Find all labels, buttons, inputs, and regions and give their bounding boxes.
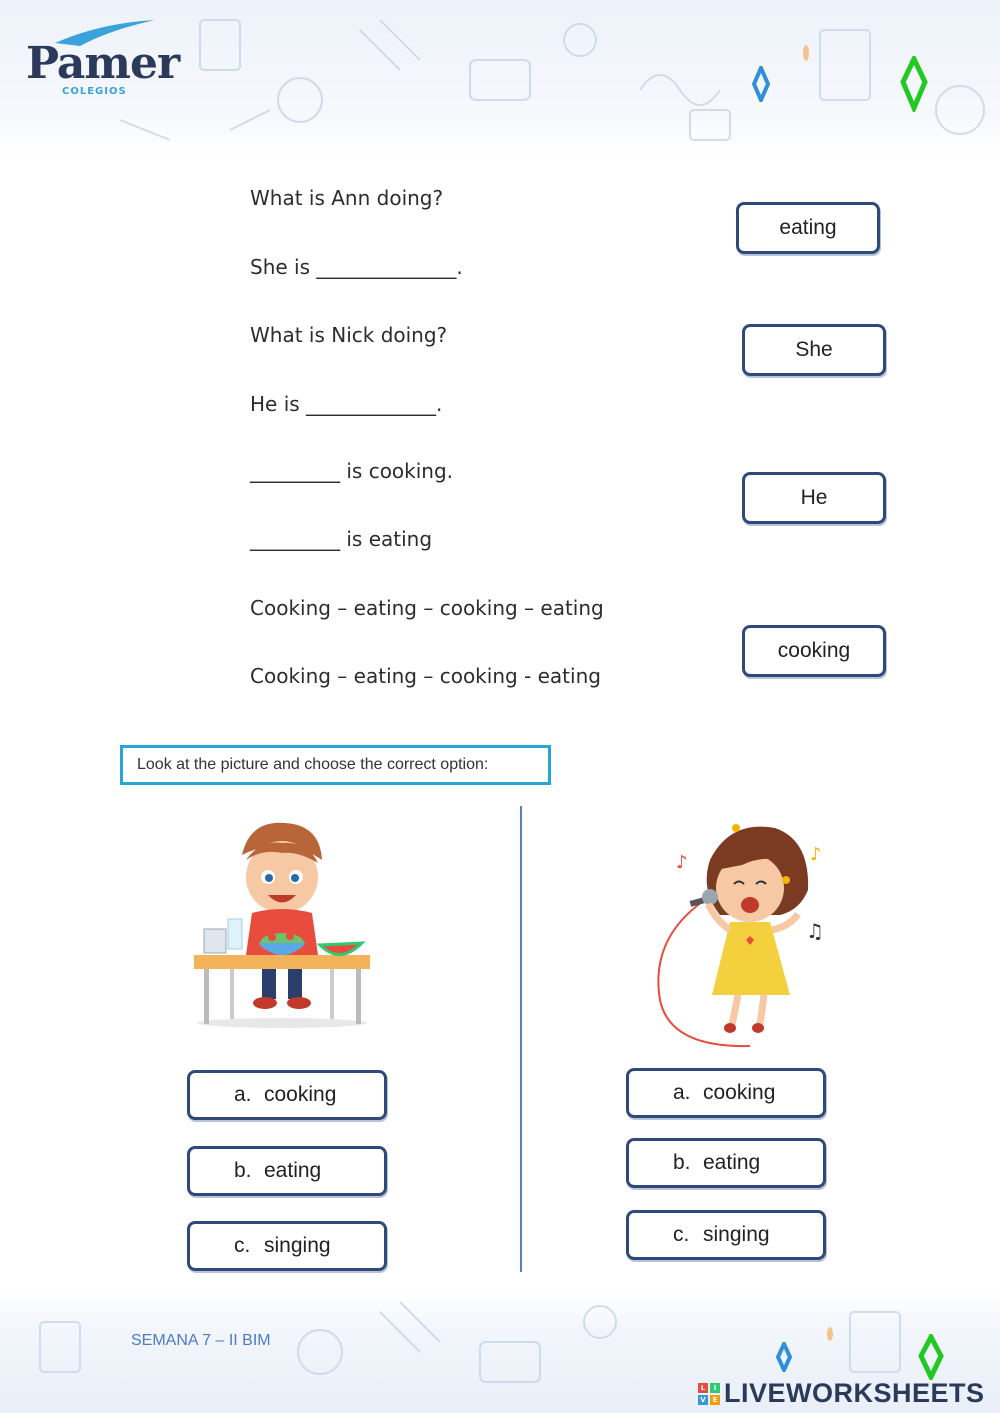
left-option-c[interactable] (187, 1221, 387, 1271)
answer-line-ann: She is ______________. (250, 255, 463, 279)
left-option-b[interactable] (187, 1146, 387, 1196)
music-note-icon: ♪ (676, 852, 688, 873)
option-letter: a. (234, 1083, 252, 1106)
option-text: eating (703, 1151, 761, 1174)
music-notes-icon: ♫ (806, 919, 824, 943)
logo-subtitle: COLEGIOS (62, 86, 127, 97)
week-label: SEMANA 7 – II BIM (131, 1332, 271, 1349)
green-gem-icon (918, 1334, 944, 1380)
header-band (0, 0, 1000, 158)
blank-cooking: _________ is cooking. (250, 459, 454, 483)
blue-gem-icon (752, 66, 770, 102)
word-sequence-1: Cooking – eating – cooking – eating (250, 596, 604, 620)
green-gem-icon (900, 56, 928, 112)
word-she-box[interactable]: She (742, 324, 886, 376)
option-letter: c. (234, 1234, 251, 1257)
instruction-box (120, 745, 551, 785)
word-cooking-box[interactable]: cooking (742, 625, 886, 677)
column-divider (520, 806, 522, 1272)
option-letter: c. (673, 1223, 690, 1246)
orange-drop-icon (825, 1325, 835, 1343)
music-note-icon: ♪ (810, 844, 822, 865)
right-option-b[interactable] (626, 1138, 826, 1188)
word-sequence-2: Cooking – eating – cooking - eating (250, 664, 601, 688)
option-letter: a. (673, 1081, 691, 1104)
question-ann: What is Ann doing? (250, 186, 444, 210)
left-option-a[interactable] (187, 1070, 387, 1120)
blank-eating: _________ is eating (250, 527, 433, 551)
option-text: eating (264, 1159, 322, 1182)
option-text: singing (264, 1234, 331, 1257)
answer-line-nick: He is _____________. (250, 392, 443, 416)
option-text: cooking (703, 1081, 776, 1104)
instruction-text: Look at the picture and choose the correct option: (137, 756, 489, 773)
option-text: singing (703, 1223, 770, 1246)
liveworksheets-logo (698, 1378, 985, 1409)
liveworksheets-wordmark: LIVEWORKSHEETS (724, 1378, 985, 1408)
right-option-c[interactable] (626, 1210, 826, 1260)
word-eating-box[interactable]: eating (736, 202, 880, 254)
orange-drop-icon (801, 43, 811, 63)
word-he-box[interactable]: He (742, 472, 886, 524)
right-option-a[interactable] (626, 1068, 826, 1118)
logo-name: Pamer (26, 38, 180, 89)
blue-gem-icon (776, 1342, 792, 1372)
option-letter: b. (673, 1151, 691, 1174)
option-letter: b. (234, 1159, 252, 1182)
option-text: cooking (264, 1083, 337, 1106)
boy-eating-picture (190, 815, 375, 1030)
girl-singing-picture (650, 820, 840, 1052)
liveworksheets-icon: L I V E (698, 1383, 720, 1405)
question-nick: What is Nick doing? (250, 323, 448, 347)
